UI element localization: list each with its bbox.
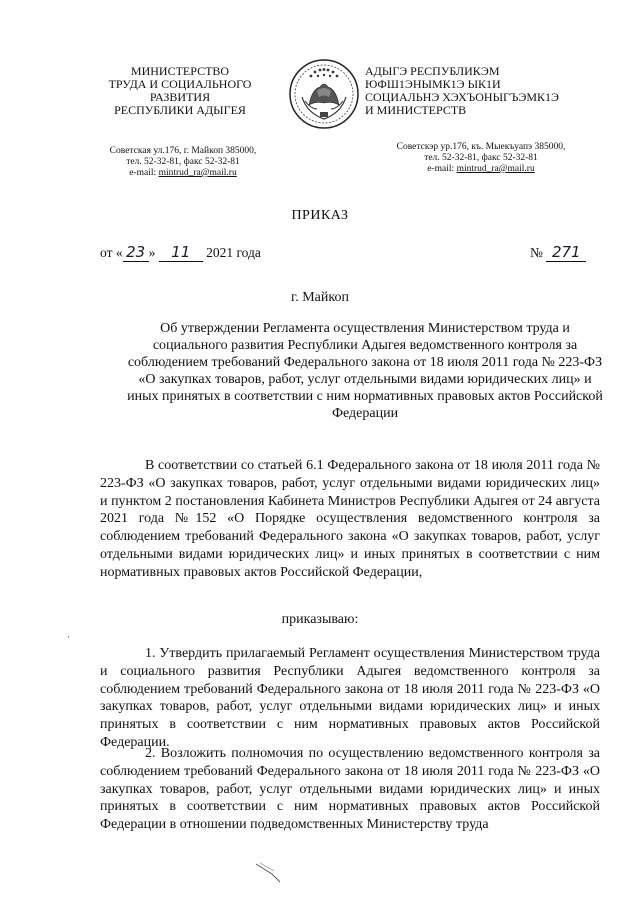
order-item-1: 1. Утвердить прилагаемый Регламент осуществления Министерством труда и социального развития Республики Адыгея ведомственного контроля за соблюдением требований Федерального закона от 18 июля 2011 года № 223-ФЗ «О закупках товаров, работ, услуг отдельными видами юридических лиц» и иных принятых в соответствии с ним нормативных правовых актов Российской Федерации. <box>100 646 600 750</box>
ministry-name-line: ЮФШ1ЭНЫМК1Э ЫК1И <box>365 77 501 91</box>
date-prefix: от « <box>100 245 123 260</box>
email-prefix: e-mail: <box>129 168 159 178</box>
address-line: тел. 52-32-81, факс 52-32-81 <box>424 153 538 163</box>
email-line <box>375 164 587 175</box>
address-line: тел. 52-32-81, факс 52-32-81 <box>126 157 240 167</box>
date-suffix: 2021 года <box>206 245 261 260</box>
email-prefix: e-mail: <box>427 164 457 174</box>
email-link[interactable]: mintrud_ra@mail.ru <box>456 164 535 174</box>
ministry-address-adyghe <box>375 142 587 175</box>
document-title: ПРИКАЗ <box>291 208 349 223</box>
city: г. Майкоп <box>291 290 349 305</box>
margin-mark <box>68 636 69 638</box>
preamble-paragraph: В соответствии со статьей 6.1 Федерального закона от 18 июля 2011 года № 223-ФЗ «О закупках товаров, работ, услуг отдельными видами юридических лиц» и пунктом 2 постановления Кабинета Министров Республики Адыгея от 24 августа 2021 года №152 «О Порядке осуществления ведомственного контроля за соблюдением требований Федерального закона «О закупках товаров, работ, услуг отдельными видами юридических лиц» и иных принятых в соответствии с ним нормативных правовых актов Российской Федерации, <box>100 458 600 580</box>
ministry-name-adyghe <box>365 65 580 117</box>
order-item-2: 2. Возложить полномочия по осуществлению ведомственного контроля за соблюдением требований Федерального закона от 18 июля 2011 года № 223-ФЗ «О закупках товаров, работ, услуг отдельными видами юридических лиц» и иных принятых в соответствии с ним нормативных правовых актов Российской Федерации в отношении подведомственных Министерству труда <box>100 746 600 833</box>
coat-of-arms-icon <box>287 57 361 131</box>
order-word: приказываю: <box>281 612 359 627</box>
email-link[interactable]: mintrud_ra@mail.ru <box>158 168 237 178</box>
ministry-name-line: РАЗВИТИЯ <box>149 90 211 104</box>
ministry-address-russian <box>88 146 278 179</box>
order-number <box>530 243 586 262</box>
address-line: Советскэр ур.176, къ. Мыекъуапэ 385000, <box>396 142 566 152</box>
ministry-name-line: И МИНИСТЕРСТВ <box>365 103 467 117</box>
order-date <box>100 243 261 262</box>
ministry-name-line: МИНИСТЕРСТВО <box>130 64 230 78</box>
date-day-handwritten: 23 <box>123 243 149 262</box>
pen-mark-icon <box>250 858 290 888</box>
number-handwritten: 271 <box>546 243 586 262</box>
ministry-name-line: РЕСПУБЛИКИ АДЫГЕЯ <box>114 103 246 117</box>
ministry-name-line: АДЫГЭ РЕСПУБЛИКЭМ <box>365 64 500 78</box>
ministry-name-line: ТРУДА И СОЦИАЛЬНОГО <box>108 77 252 91</box>
date-mid: » <box>148 245 156 260</box>
number-prefix: № <box>530 245 543 260</box>
address-line: Советская ул.176, г. Майкоп 385000, <box>109 146 257 156</box>
order-subject: Об утверждении Регламента осуществления Министерством труда и социального развития Республики Адыгея ведомственного контроля за соблюдением требований Федерального закона от 18 июля 2011 года № 223-ФЗ «О закупках товаров, работ, услуг отдельными видами юридических лиц» и иных принятых в соответствии с ним нормативных правовых актов Российской Федерации <box>127 321 603 421</box>
ministry-name-line: СОЦИАЛЬНЭ ХЭХЪОНЫГЪЭМК1Э <box>365 90 559 104</box>
date-month-handwritten: 11 <box>159 243 203 262</box>
email-line <box>88 168 278 179</box>
ministry-name-russian <box>90 65 270 117</box>
